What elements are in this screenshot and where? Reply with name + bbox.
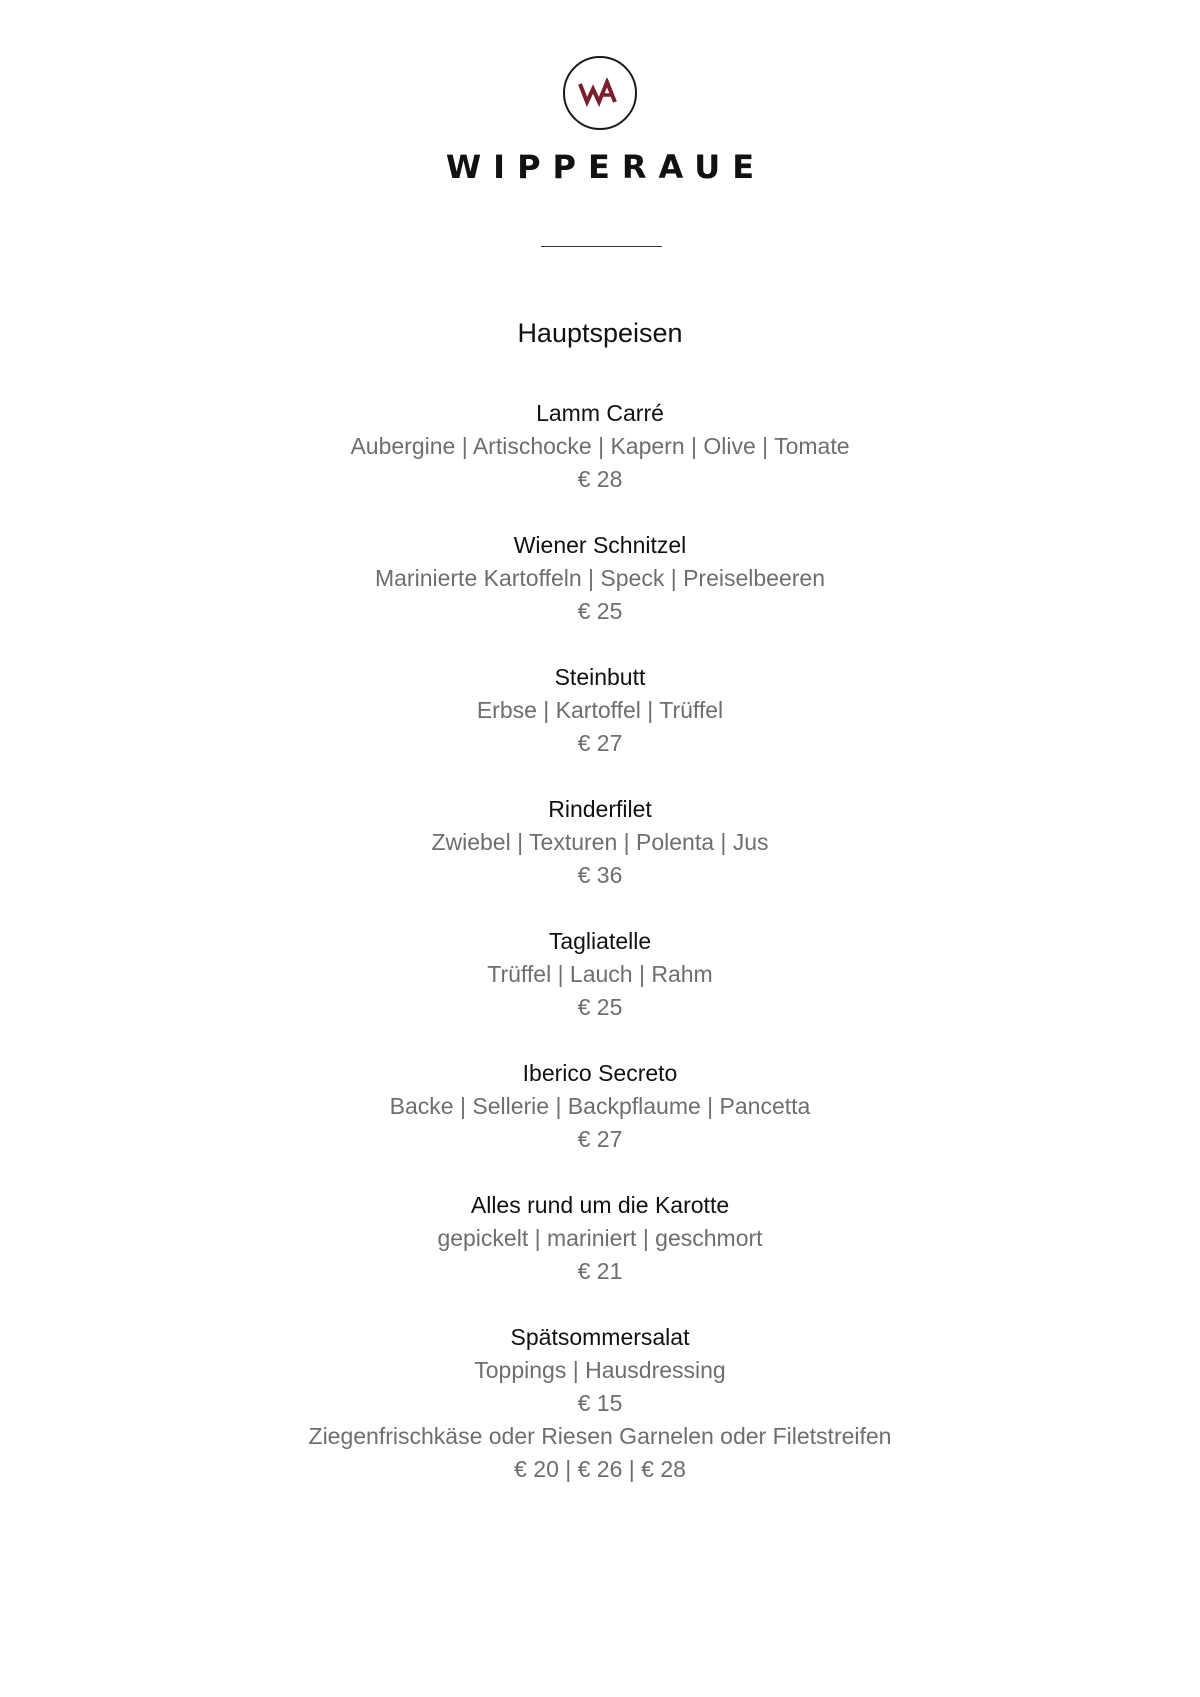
dish-price: € 25: [577, 598, 623, 624]
dish-description: gepickelt | mariniert | geschmort: [437, 1225, 763, 1251]
menu-item: [0, 792, 1200, 892]
dish-price: € 36: [577, 862, 623, 888]
menu-item: [0, 396, 1200, 496]
dish-description: Marinierte Kartoffeln | Speck | Preiselbeeren: [374, 565, 826, 591]
dish-name: Lamm Carré: [536, 400, 664, 426]
dish-name: Spätsommersalat: [510, 1324, 690, 1350]
menu-item: [0, 1188, 1200, 1288]
dish-description: Aubergine | Artischocke | Kapern | Olive | Tomate: [350, 433, 850, 459]
wa-monogram-logo-icon: [563, 56, 637, 130]
section-title: Hauptspeisen: [517, 318, 683, 348]
header-logo: [0, 56, 1200, 186]
menu-item: [0, 1320, 1200, 1486]
dish-description: Erbse | Kartoffel | Trüffel: [476, 697, 724, 723]
dish-price: € 28: [577, 466, 623, 492]
menu-item: [0, 924, 1200, 1024]
brand-name: WIPPERAUE: [445, 148, 767, 186]
dish-name: Tagliatelle: [548, 928, 652, 954]
dish-name: Wiener Schnitzel: [513, 532, 687, 558]
dish-price: € 25: [577, 994, 623, 1020]
dish-name: Rinderfilet: [548, 796, 652, 822]
dish-price: € 15: [577, 1390, 623, 1416]
dish-price: € 27: [577, 1126, 623, 1152]
dish-description: Toppings | Hausdressing: [474, 1357, 726, 1383]
dish-price: € 27: [577, 730, 623, 756]
menu-item: [0, 1056, 1200, 1156]
dish-description: Zwiebel | Texturen | Polenta | Jus: [431, 829, 769, 855]
menu-item: [0, 528, 1200, 628]
menu-list: [0, 396, 1200, 1518]
dish-extra-options: Ziegenfrischkäse oder Riesen Garnelen oder Filetstreifen: [308, 1423, 892, 1449]
dish-description: Trüffel | Lauch | Rahm: [487, 961, 713, 987]
wa-monogram-icon: [578, 78, 622, 108]
dish-price: € 21: [577, 1258, 623, 1284]
dish-name: Steinbutt: [554, 664, 646, 690]
menu-item: [0, 660, 1200, 760]
dish-name: Iberico Secreto: [522, 1060, 678, 1086]
dish-name: Alles rund um die Karotte: [470, 1192, 730, 1218]
divider: [541, 246, 662, 247]
dish-description: Backe | Sellerie | Backpflaume | Pancetta: [389, 1093, 811, 1119]
dish-extra-prices: € 20 | € 26 | € 28: [514, 1456, 686, 1482]
